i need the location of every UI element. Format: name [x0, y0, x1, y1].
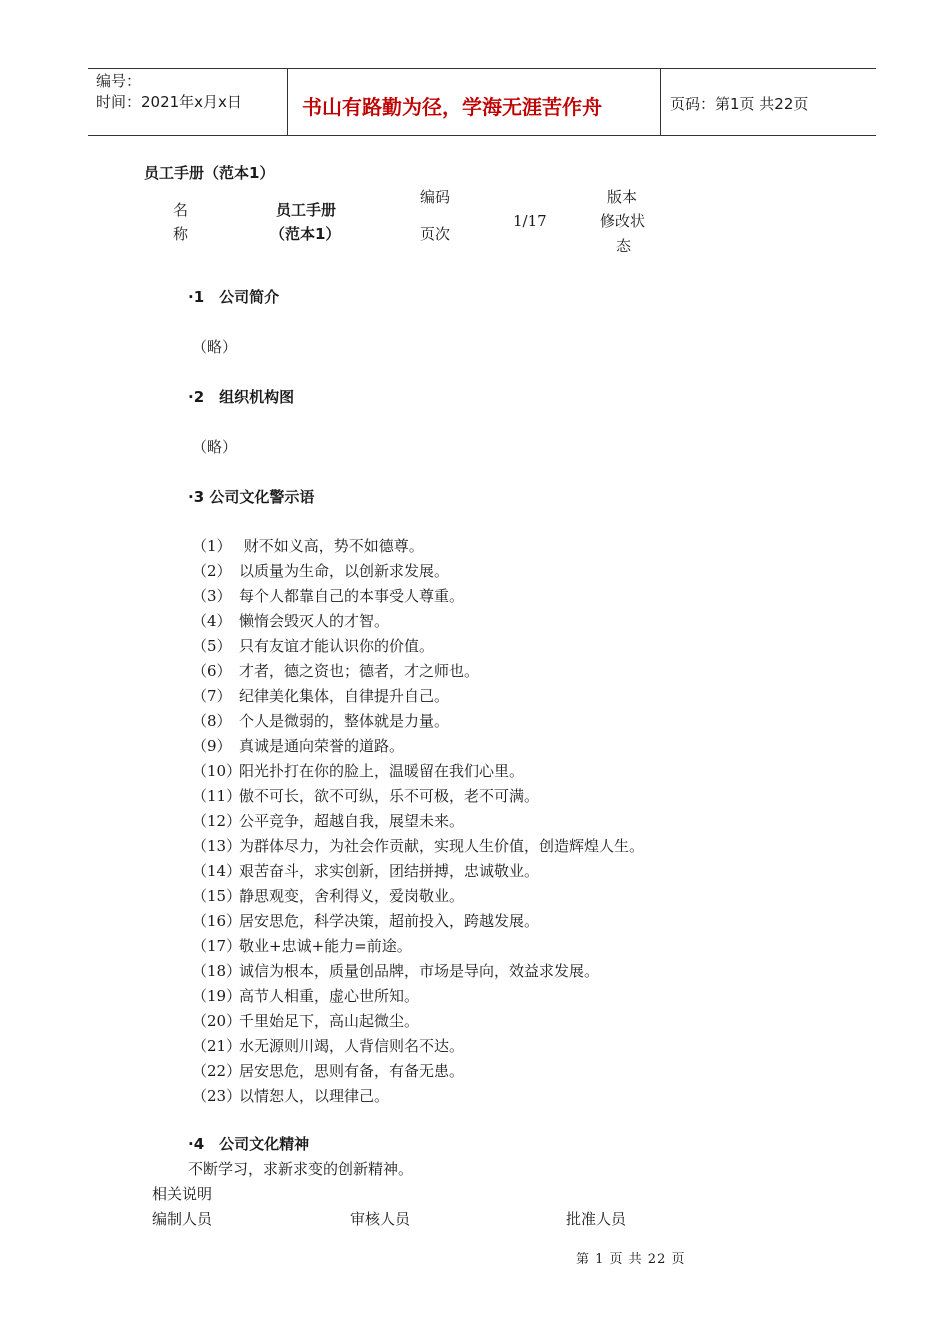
- list-item: [192, 910, 539, 931]
- list-item-number: （11）: [192, 787, 242, 805]
- section-1-body: （略）: [192, 338, 238, 356]
- list-item: [192, 585, 464, 606]
- list-item: [192, 535, 424, 556]
- list-item-number: （13）: [192, 837, 242, 855]
- list-item-text: 懒惰会毁灭人的才智。: [239, 612, 390, 630]
- list-item-text: 只有友谊才能认识你的价值。: [239, 637, 435, 655]
- section-1-heading: ·1 公司简介: [188, 288, 280, 306]
- list-item: [192, 685, 449, 706]
- list-item-text: 高节人相重，虚心世所知。: [239, 987, 420, 1005]
- list-item-text: 个人是微弱的，整体就是力量。: [239, 712, 450, 730]
- header-motto: 书山有路勤为径，学海无涯苦作舟: [302, 95, 602, 119]
- list-item: [192, 935, 412, 956]
- list-item-text: 财不如义高，势不如德尊。: [239, 537, 424, 555]
- header-divider-right: [660, 68, 661, 136]
- list-item: [192, 785, 539, 806]
- list-item-number: （12）: [192, 812, 242, 830]
- list-item: [192, 860, 539, 881]
- meta-version-label-1: 版本: [607, 188, 638, 206]
- list-item: [192, 710, 449, 731]
- list-item: [192, 810, 464, 831]
- approver-label: 批准人员: [566, 1210, 627, 1228]
- list-item-number: （4）: [192, 612, 232, 630]
- section-4-body: 不断学习，求新求变的创新精神。: [188, 1160, 414, 1178]
- list-item-number: （5）: [192, 637, 232, 655]
- related-notes-label: 相关说明: [152, 1185, 213, 1203]
- list-item-number: （8）: [192, 712, 232, 730]
- list-item-text: 艰苦奋斗，求实创新，团结拼搏，忠诚敬业。: [239, 862, 540, 880]
- header-divider-left: [287, 68, 288, 136]
- list-item-text: 静思观变，舍利得义，爱岗敬业。: [239, 887, 465, 905]
- list-item-number: （17）: [192, 937, 242, 955]
- editor-label: 编制人员: [152, 1210, 213, 1228]
- list-item-number: （21）: [192, 1037, 242, 1055]
- list-item: [192, 1010, 419, 1031]
- list-item-text: 以情恕人，以理律己。: [239, 1087, 390, 1105]
- meta-name-value-2: （范本1）: [270, 225, 341, 243]
- meta-version-label-2: 修改状: [600, 212, 646, 230]
- header-page-info: 页码：第1页 共22页: [670, 95, 809, 113]
- list-item-text: 敬业+忠诚+能力=前途。: [239, 937, 412, 955]
- reviewer-label: 审核人员: [350, 1210, 411, 1228]
- section-2-body: （略）: [192, 438, 238, 456]
- list-item-text: 诚信为根本，质量创品牌，市场是导向，效益求发展。: [239, 962, 600, 980]
- list-item: [192, 835, 644, 856]
- meta-page-value: 1/17: [513, 212, 547, 230]
- meta-name-label-1: 名: [173, 201, 189, 219]
- list-item: [192, 560, 449, 581]
- list-item: [192, 635, 434, 656]
- list-item-number: （9）: [192, 737, 232, 755]
- list-item-text: 纪律美化集体，自律提升自己。: [239, 687, 450, 705]
- list-item: [192, 960, 599, 981]
- meta-name-label-2: 称: [173, 225, 189, 243]
- list-item-number: （15）: [192, 887, 242, 905]
- list-item-number: （10）: [192, 762, 242, 780]
- list-item-text: 居安思危，科学决策，超前投入，跨越发展。: [239, 912, 540, 930]
- list-item-text: 以质量为生命，以创新求发展。: [239, 562, 450, 580]
- list-item-number: （6）: [192, 662, 232, 680]
- meta-code-label: 编码: [420, 188, 451, 206]
- list-item-text: 公平竞争，超越自我，展望未来。: [239, 812, 465, 830]
- header-top-rule: [88, 68, 876, 69]
- section-4-heading: ·4 公司文化精神: [188, 1135, 310, 1153]
- list-item-number: （18）: [192, 962, 242, 980]
- list-item: [192, 1085, 389, 1106]
- list-item-text: 为群体尽力，为社会作贡献，实现人生价值，创造辉煌人生。: [239, 837, 645, 855]
- list-item-number: （2）: [192, 562, 232, 580]
- list-item-number: （16）: [192, 912, 242, 930]
- list-item-number: （19）: [192, 987, 242, 1005]
- list-item-text: 傲不可长，欲不可纵，乐不可极，老不可满。: [239, 787, 540, 805]
- header-number: 编号：: [96, 72, 142, 90]
- list-item-number: （23）: [192, 1087, 242, 1105]
- list-item-number: （14）: [192, 862, 242, 880]
- list-item-text: 千里始足下，高山起微尘。: [239, 1012, 420, 1030]
- list-item: [192, 985, 419, 1006]
- meta-page-label: 页次: [420, 225, 451, 243]
- section-3-heading: ·3 公司文化警示语: [188, 488, 315, 506]
- list-item-text: 每个人都靠自己的本事受人尊重。: [239, 587, 465, 605]
- list-item: [192, 660, 479, 681]
- document-title: 员工手册（范本1）: [144, 164, 275, 182]
- list-item: [192, 610, 389, 631]
- list-item-text: 才者，德之资也；德者，才之师也。: [239, 662, 480, 680]
- list-item-number: （1）: [192, 537, 232, 555]
- list-item-text: 水无源则川竭，人背信则名不达。: [239, 1037, 465, 1055]
- list-item-number: （22）: [192, 1062, 242, 1080]
- list-item: [192, 885, 464, 906]
- list-item: [192, 735, 404, 756]
- meta-name-value-1: 员工手册: [276, 201, 337, 219]
- list-item-text: 真诚是通向荣誉的道路。: [239, 737, 405, 755]
- list-item: [192, 1060, 464, 1081]
- header-time: 时间：2021年x月x日: [96, 93, 242, 111]
- list-item: [192, 1035, 464, 1056]
- list-item-number: （3）: [192, 587, 232, 605]
- list-item: [192, 760, 524, 781]
- page-footer: 第 1 页 共 22 页: [576, 1252, 686, 1267]
- list-item-number: （7）: [192, 687, 232, 705]
- header-bottom-rule: [88, 135, 876, 136]
- list-item-text: 阳光扑打在你的脸上，温暖留在我们心里。: [239, 762, 525, 780]
- list-item-number: （20）: [192, 1012, 242, 1030]
- list-item-text: 居安思危，思则有备，有备无患。: [239, 1062, 465, 1080]
- section-2-heading: ·2 组织机构图: [188, 388, 295, 406]
- meta-version-label-3: 态: [616, 237, 632, 255]
